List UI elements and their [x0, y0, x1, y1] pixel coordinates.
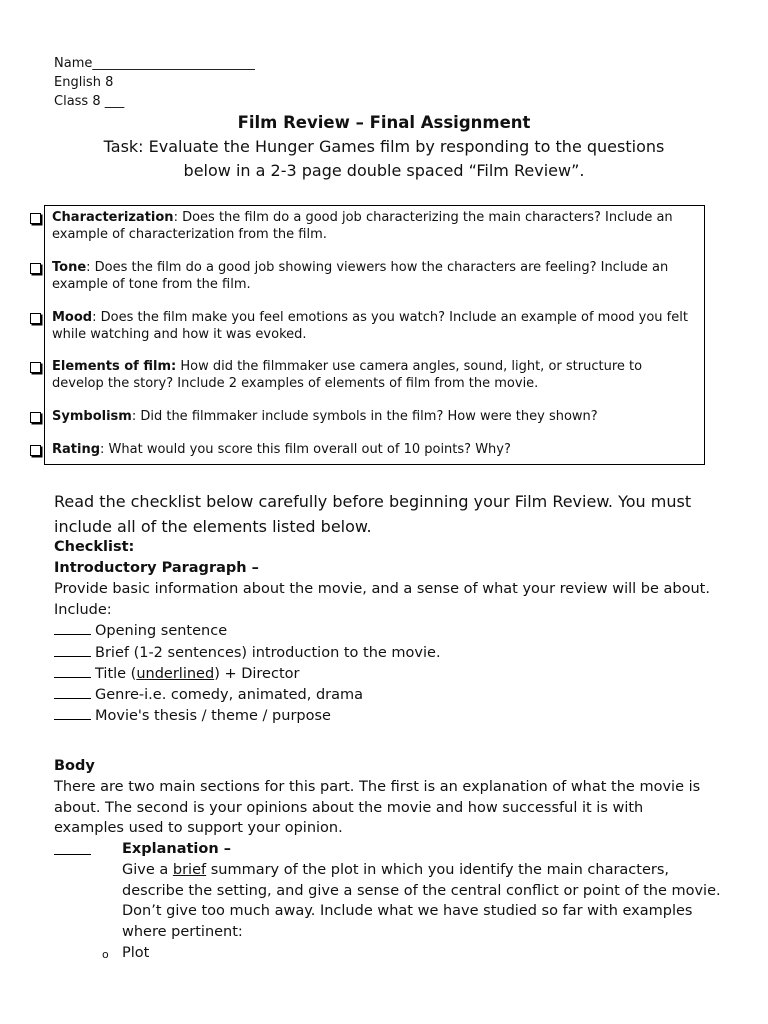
- checklist-item: Brief (1-2 sentences) introduction to the movie.: [54, 642, 441, 664]
- bullet-icon: o: [102, 948, 109, 961]
- blank-line[interactable]: [54, 663, 91, 678]
- checklist-item: Genre-i.e. comedy, animated, drama: [54, 684, 363, 706]
- name-line: Name_________________________: [54, 56, 255, 71]
- question-elements-of-film: [52, 359, 697, 392]
- question-text: Does the film do a good job characterizing the main characters? Include an example of characterization from the film.: [52, 210, 673, 242]
- question-text: Did the filmmaker include symbols in the film? How were they shown?: [140, 409, 598, 424]
- question-term: Symbolism: [52, 409, 132, 424]
- bullet-item-plot: Plot: [122, 945, 150, 961]
- explanation-text: Give a brief summary of the plot in which you identify the main characters, describe the setting, and give a sense of the central conflict or point of the movie. Don’t give too much away. Include what we have studied so far with examples where pertinent:: [122, 862, 721, 940]
- question-text: What would you score this film overall out of 10 points? Why?: [108, 442, 511, 457]
- body-heading: Body: [54, 758, 95, 774]
- question-text: How did the filmmaker use camera angles, sound, light, or structure to develop the story? Include 2 examples of elements of film from the movie.: [52, 359, 643, 391]
- task-line-2: below in a 2-3 page double spaced “Film Review”.: [183, 161, 585, 180]
- read-instructions: Read the checklist below carefully before beginning your Film Review. You must include all of the elements listed below.: [54, 492, 692, 536]
- explanation-heading: Explanation –: [122, 841, 231, 857]
- checklist-item: Title (underlined) + Director: [54, 663, 299, 685]
- course-line: English 8: [54, 75, 114, 90]
- blank-line[interactable]: [54, 705, 91, 720]
- question-term: Tone: [52, 260, 87, 275]
- blank-line[interactable]: [54, 684, 91, 699]
- blank-line[interactable]: [54, 642, 91, 657]
- question-characterization: Characterization: Does the film do a good job characterizing the main characters? Include an example of characterization from the film.: [52, 210, 673, 242]
- checkbox-icon[interactable]: [30, 362, 41, 373]
- task-line-1: Task: Evaluate the Hunger Games film by responding to the questions: [103, 137, 665, 156]
- checkbox-icon[interactable]: [30, 313, 41, 324]
- class-line: Class 8 ___: [54, 94, 125, 109]
- checkbox-icon[interactable]: [30, 263, 41, 274]
- question-tone: Tone: Does the film do a good job showing viewers how the characters are feeling? Include an example of tone from the film.: [52, 260, 669, 292]
- question-term: Rating: [52, 442, 101, 457]
- intro-heading: Introductory Paragraph –: [54, 560, 259, 576]
- page-title: Film Review – Final Assignment: [237, 113, 531, 132]
- intro-description: Provide basic information about the movie, and a sense of what your review will be about. Include:: [54, 581, 710, 618]
- question-text: Does the film make you feel emotions as you watch? Include an example of mood you felt while watching and how it was evoked.: [52, 310, 688, 342]
- checklist-item: Opening sentence: [54, 620, 227, 642]
- body-description: There are two main sections for this part. The first is an explanation of what the movie is about. The second is your opinions about the movie and how successful it is with examples used to support your opinion.: [54, 779, 701, 836]
- question-rating: Rating: What would you score this film overall out of 10 points? Why?: [52, 442, 511, 457]
- checkbox-icon[interactable]: [30, 412, 41, 423]
- blank-line[interactable]: [54, 620, 91, 635]
- question-term: Elements of film:: [52, 359, 177, 374]
- checkbox-icon[interactable]: [30, 445, 41, 456]
- checklist-item: Movie's thesis / theme / purpose: [54, 705, 331, 727]
- question-term: Mood: [52, 310, 93, 325]
- blank-line[interactable]: [54, 840, 91, 855]
- question-symbolism: Symbolism: Did the filmmaker include symbols in the film? How were they shown?: [52, 409, 598, 424]
- checklist-heading: Checklist:: [54, 539, 135, 555]
- question-term: Characterization: [52, 210, 174, 225]
- question-text: Does the film do a good job showing viewers how the characters are feeling? Include an example of tone from the film.: [52, 260, 669, 292]
- question-mood: Mood: Does the film make you feel emotions as you watch? Include an example of mood you felt while watching and how it was evoked.: [52, 310, 688, 342]
- explanation-checklist-item: [54, 840, 95, 862]
- checkbox-icon[interactable]: [30, 213, 41, 224]
